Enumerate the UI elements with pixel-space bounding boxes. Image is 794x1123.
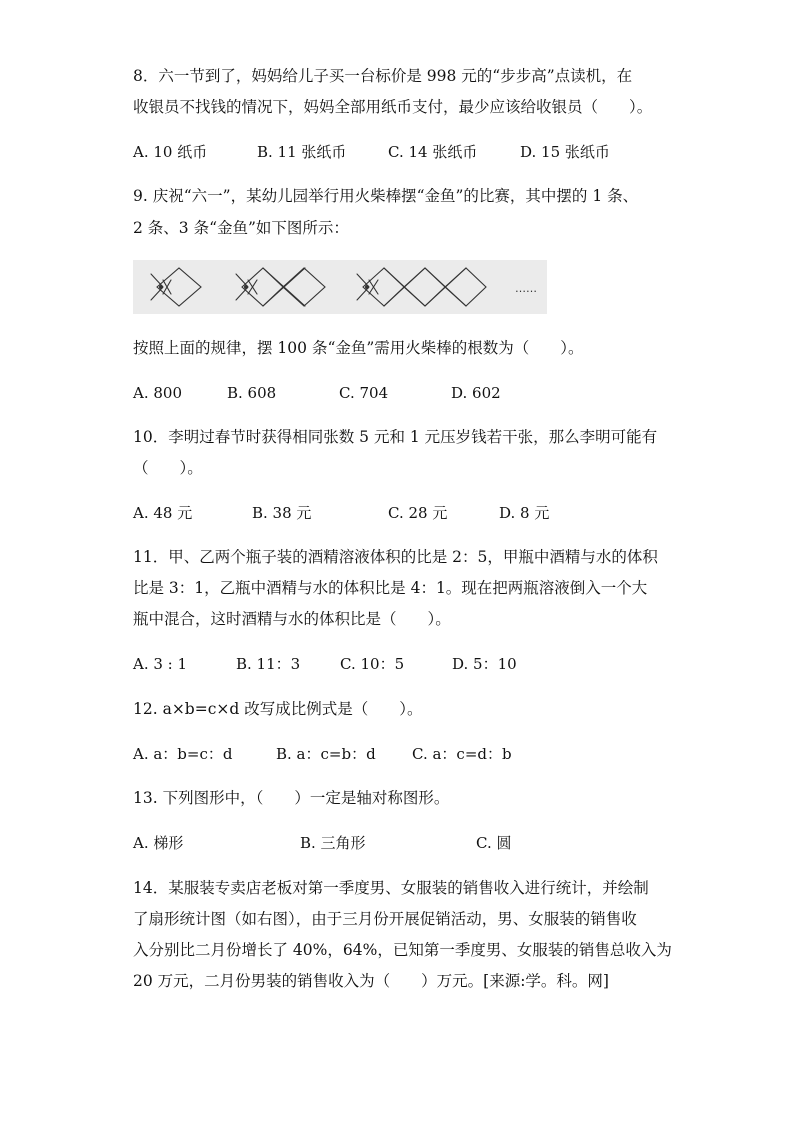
q9-option-d[interactable]: D. 602 (451, 384, 501, 402)
q14-line-1: 14．某服装专卖店老板对第一季度男、女服装的销售收入进行统计，并绘制 (133, 879, 649, 897)
q14-line-2: 了扇形统计图（如右图），由于三月份开展促销活动，男、女服装的销售收 (133, 910, 637, 928)
q12-option-b[interactable]: B. a：c=b：d (276, 745, 376, 763)
q10-option-b[interactable]: B. 38 元 (252, 504, 312, 522)
q8-option-c[interactable]: C. 14 张纸币 (388, 143, 478, 161)
fish-group-2 (236, 268, 325, 306)
q10-line-1: 10．李明过春节时获得相同张数 5 元和 1 元压岁钱若干张，那么李明可能有 (133, 428, 658, 446)
q10-option-a[interactable]: A. 48 元 (133, 504, 193, 522)
q9-line-2: 2 条、3 条“金鱼”如下图所示： (133, 219, 349, 237)
q10-option-d[interactable]: D. 8 元 (499, 504, 550, 522)
q14-line-4: 20 万元，二月份男装的销售收入为（ ）万元。[来源:学。科。网] (133, 972, 609, 990)
q10-option-c[interactable]: C. 28 元 (388, 504, 448, 522)
matchstick-fish-drawing (133, 260, 547, 314)
q13-line-1: 13. 下列图形中，（ ）一定是轴对称图形。 (133, 789, 450, 807)
q8-option-d[interactable]: D. 15 张纸币 (520, 143, 610, 161)
q11-line-3: 瓶中混合，这时酒精与水的体积比是（ ）。 (133, 610, 451, 628)
fish-group-1 (151, 268, 201, 306)
q13-option-a[interactable]: A. 梯形 (133, 834, 184, 852)
q11-option-d[interactable]: D. 5：10 (452, 655, 517, 673)
matchstick-fish-figure (133, 260, 547, 314)
q8-option-b[interactable]: B. 11 张纸币 (257, 143, 347, 161)
q10-line-2: （ ）。 (133, 459, 203, 477)
q12-line-1: 12. a×b=c×d 改写成比例式是（ ）。 (133, 700, 423, 718)
q14-line-3: 入分别比二月份增长了 40%，64%，已知第一季度男、女服装的销售总收入为 (133, 941, 672, 959)
q12-option-c[interactable]: C. a：c=d：b (412, 745, 512, 763)
q8-line-2: 收银员不找钱的情况下，妈妈全部用纸币支付，最少应该给收银员（ ）。 (133, 98, 653, 116)
q11-option-a[interactable]: A. 3 : 1 (133, 655, 188, 673)
q9-option-c[interactable]: C. 704 (339, 384, 389, 402)
q13-option-c[interactable]: C. 圆 (476, 834, 512, 852)
q9-line-3: 按照上面的规律，摆 100 条“金鱼”需用火柴棒的根数为（ ）。 (133, 339, 584, 357)
q11-line-1: 11．甲、乙两个瓶子装的酒精溶液体积的比是 2：5，甲瓶中酒精与水的体积 (133, 548, 658, 566)
q11-option-c[interactable]: C. 10：5 (340, 655, 405, 673)
q9-option-a[interactable]: A. 800 (133, 384, 182, 402)
q13-option-b[interactable]: B. 三角形 (300, 834, 366, 852)
q11-option-b[interactable]: B. 11：3 (236, 655, 301, 673)
figure-ellipsis: …… (515, 282, 537, 295)
q8-option-a[interactable]: A. 10 纸币 (133, 143, 208, 161)
fish-group-3 (357, 268, 486, 306)
q9-option-b[interactable]: B. 608 (227, 384, 277, 402)
q12-option-a[interactable]: A. a：b=c：d (133, 745, 233, 763)
q11-line-2: 比是 3：1，乙瓶中酒精与水的体积比是 4：1。现在把两瓶溶液倒入一个大 (133, 579, 648, 597)
q9-line-1: 9. 庆祝“六一”，某幼儿园举行用火柴棒摆“金鱼”的比赛，其中摆的 1 条、 (133, 187, 639, 205)
q8-line-1: 8．六一节到了，妈妈给儿子买一台标价是 998 元的“步步高”点读机，在 (133, 67, 633, 85)
